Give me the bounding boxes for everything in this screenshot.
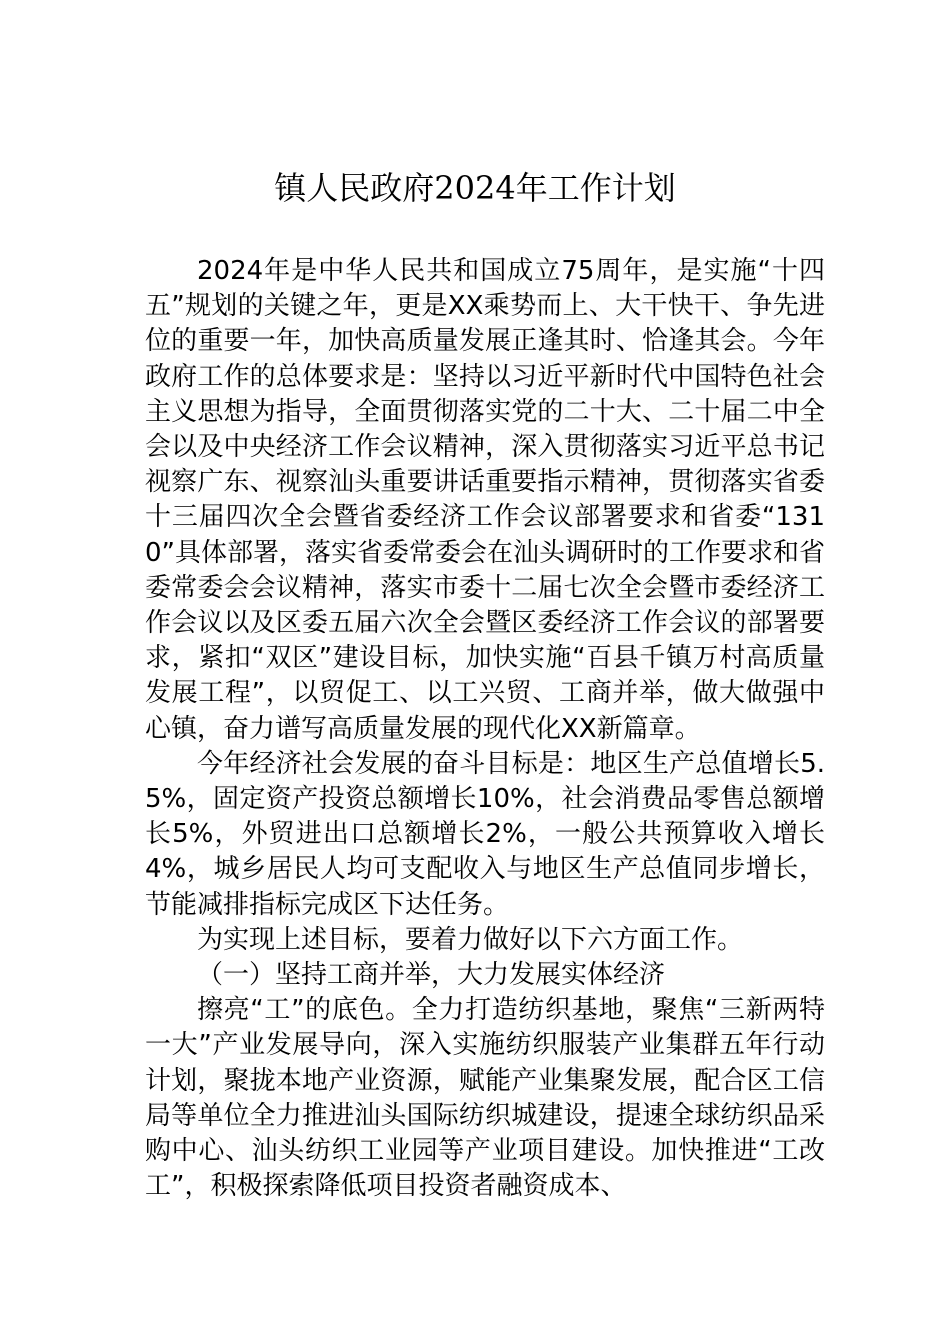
paragraph-overall-requirements: 2024年是中华人民共和国成立75周年，是实施“十四五”规划的关键之年，更是XX乘势而上、大干快干、争先进位的重要一年，加快高质量发展正逢其时、恰逢其会。今年政府工作的总体要求是：坚持以习近平新时代中国特色社会主义思想为指导，全面贯彻落实党的二十大、二十届二中全会以及中央经济工作会议精神，深入贯彻落实习近平总书记视察广东、视察汕头重要讲话重要指示精神，贯彻落实省委十三届四次全会暨省委经济工作会议部署要求和省委“1310”具体部署，落实省委常委会在汕头调研时的工作要求和省委常委会会议精神，落实市委十二届七次全会暨市委经济工作会议以及区委五届六次全会暨区委经济工作会议的部署要求，紧扣“双区”建设目标，加快实施“百县千镇万村高质量发展工程”，以贸促工、以工兴贸、工商并举，做大做强中心镇，奋力谱写高质量发展的现代化XX新篇章。	[145, 256, 826, 744]
paragraph-industry: 擦亮“工”的底色。全力打造纺织基地，聚焦“三新两特一大”产业发展导向，深入实施纺织服装产业集群五年行动计划，聚拢本地产业资源，赋能产业集聚发展，配合区工信局等单位全力推进汕头国际纺织城建设，提速全球纺织品采购中心、汕头纺织工业园等产业项目建设。加快推进“工改工”，积极探索降低项目投资者融资成本、	[145, 995, 825, 1202]
document-title: 镇人民政府2024年工作计划	[274, 169, 676, 207]
paragraph-development-targets: 今年经济社会发展的奋斗目标是：地区生产总值增长5.5%，固定资产投资总额增长10%，社会消费品零售总额增长5%，外贸进出口总额增长2%，一般公共预算收入增长4%，城乡居民人均可支配收入与地区生产总值同步增长，节能减排指标完成区下达任务。	[145, 748, 825, 920]
paragraph-six-tasks-intro: 为实现上述目标，要着力做好以下六方面工作。	[197, 924, 744, 955]
section-heading-1: （一）坚持工商并举，大力发展实体经济	[197, 960, 666, 991]
document-body	[145, 254, 825, 1204]
